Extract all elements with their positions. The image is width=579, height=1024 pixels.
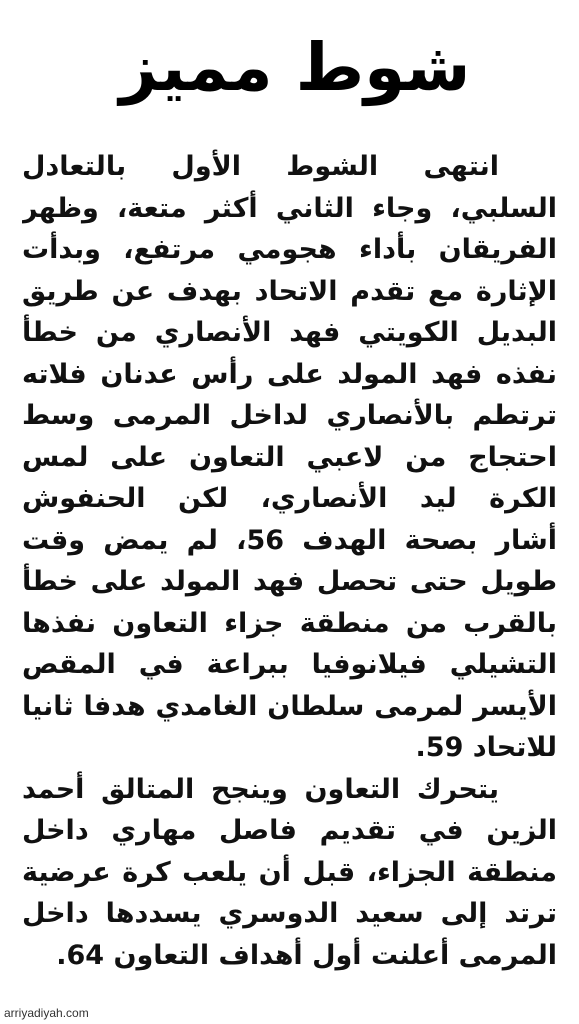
article-line: احتجاج من لاعبي التعاون على لمس	[22, 441, 557, 473]
paragraph-1	[22, 146, 557, 769]
article-line: للاتحاد 59.	[415, 732, 557, 763]
article-line: المرمى أعلنت أول أهداف التعاون 64.	[56, 939, 557, 971]
article-line: الزين في تقديم فاصل مهاري داخل	[22, 815, 557, 846]
article-line: الفريقان بأداء هجومي مرتفع، وبدأت	[22, 234, 557, 265]
article-headline: شوط مميز	[119, 29, 471, 106]
article-line: نفذه فهد المولد على رأس عدنان فلاته	[22, 358, 557, 390]
source-watermark: arriyadiyah.com	[4, 1006, 89, 1020]
article-line: ترتطم بالأنصاري لداخل المرمى وسط	[22, 400, 557, 431]
article-line: انتهى الشوط الأول بالتعادل	[22, 151, 499, 182]
article-line: أشار بصحة الهدف 56، لم يمض وقت	[22, 524, 557, 556]
article-line: الأيسر لمرمى سلطان الغامدي هدفا ثانيا	[22, 690, 557, 722]
article-line: منطقة الجزاء، قبل أن يلعب كرة عرضية	[22, 856, 557, 888]
article-line: يتحرك التعاون وينجح المتالق أحمد	[22, 773, 499, 805]
paragraph-2	[22, 769, 557, 977]
article-line: البديل الكويتي فهد الأنصاري من خطأ	[22, 317, 557, 348]
article-line: بالقرب من منطقة جزاء التعاون نفذها	[22, 607, 557, 639]
article-line: طويل حتى تحصل فهد المولد على خطأ	[22, 566, 557, 597]
article-line: الكرة ليد الأنصاري، لكن الحنفوش	[22, 483, 557, 514]
article-line: التشيلي فيلانوفيا ببراعة في المقص	[22, 649, 557, 680]
article-line: السلبي، وجاء الثاني أكثر متعة، وظهر	[22, 192, 557, 224]
article-line: الإثارة مع تقدم الاتحاد بهدف عن طريق	[22, 275, 557, 307]
article-line: ترتد إلى سعيد الدوسري يسددها داخل	[22, 898, 557, 929]
article-body	[22, 146, 557, 976]
